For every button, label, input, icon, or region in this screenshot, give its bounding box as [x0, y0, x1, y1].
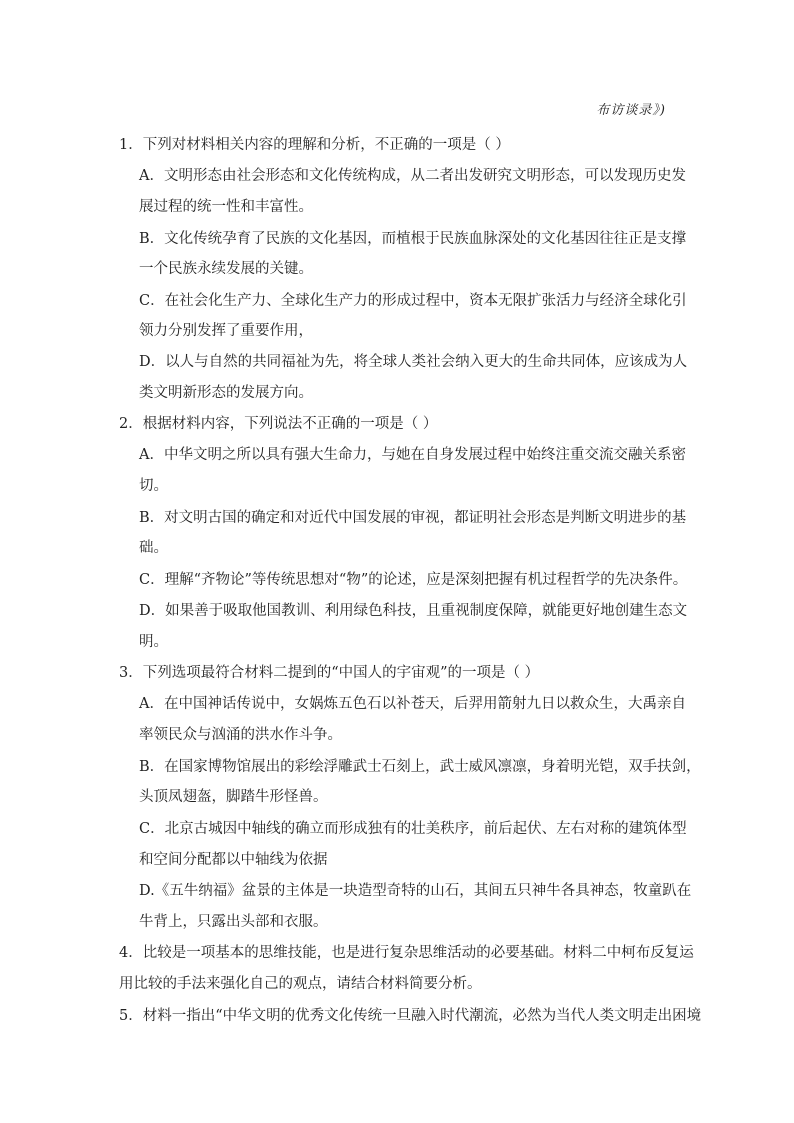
question-3-option-a: A．在中国神话传说中，女娲炼五色石以补苍天，后羿用箭射九日以救众生，大禹亲自 — [139, 696, 686, 712]
question-2-option-a-cont: 切。 — [139, 478, 168, 494]
question-3-option-a-cont: 率领民众与汹涌的洪水作斗争。 — [139, 727, 342, 743]
question-1-option-b-cont: 一个民族永续发展的关键。 — [139, 261, 313, 277]
source-citation-fragment: 布访谈录》) — [596, 103, 666, 118]
question-2-option-d: D．如果善于吸取他国教训、利用绿色科技，且重视制度保障，就能更好地创建生态文 — [139, 603, 688, 619]
question-2-option-c: C．理解“齐物论”等传统思想对“物”的论述，应是深刻把握有机过程哲学的先决条件。 — [139, 572, 688, 588]
question-1-option-d-cont: 类文明新形态的发展方向。 — [139, 385, 313, 401]
question-1-option-a: A．文明形态由社会形态和文化传统构成，从二者出发研究文明形态，可以发现历史发 — [139, 168, 686, 184]
question-2-option-b: B．对文明古国的确定和对近代中国发展的审视，都证明社会形态是判断文明进步的基 — [139, 510, 687, 526]
question-3-option-c-cont: 和空间分配都以中轴线为依据 — [139, 852, 328, 868]
question-1-option-c: C．在社会化生产力、全球化生产力的形成过程中，资本无限扩张活力与经济全球化引 — [139, 293, 687, 309]
question-2-option-d-cont: 明。 — [139, 634, 168, 650]
question-3-option-c: C．北京古城因中轴线的确立而形成独有的壮美秩序，前后起伏、左右对称的建筑体型 — [139, 821, 687, 837]
question-2-option-a: A．中华文明之所以具有强大生命力，与她在自身发展过程中始终注重交流交融关系密 — [139, 447, 686, 463]
question-4-stem: 4．比较是一项基本的思维技能，也是进行复杂思维活动的必要基础。材料二中柯布反复运 — [119, 945, 694, 961]
question-2-option-b-cont: 础。 — [139, 540, 168, 556]
question-3-option-d: D.《五牛纳福》盆景的主体是一块造型奇特的山石，其间五只神牛各具神态，牧童趴在 — [139, 883, 692, 899]
question-3-option-b-cont: 头顶凤翅盔，脚踏牛形怪兽。 — [139, 789, 328, 805]
question-1-option-b: B．文化传统孕育了民族的文化基因，而植根于民族血脉深处的文化基因往往正是支撑 — [139, 231, 687, 247]
question-1-option-a-cont: 展过程的统一性和丰富性。 — [139, 199, 313, 215]
question-5-stem: 5．材料一指出“中华文明的优秀文化传统一旦融入时代潮流，必然为当代人类文明走出困境 — [119, 1008, 702, 1024]
question-4-stem-cont: 用比较的手法来强化自己的观点，请结合材料简要分析。 — [119, 976, 482, 992]
question-1-option-d: D．以人与自然的共同福祉为先，将全球人类社会纳入更大的生命共同体，应该成为人 — [139, 354, 688, 370]
question-1-option-c-cont: 领力分别发挥了重要作用， — [139, 323, 313, 339]
question-3-option-d-cont: 牛背上，只露出头部和衣服。 — [139, 914, 328, 930]
question-1-stem: 1．下列对材料相关内容的理解和分析，不正确的一项是（ ） — [119, 137, 510, 153]
question-3-option-b: B．在国家博物馆展出的彩绘浮雕武士石刻上，武士威风凛凛，身着明光铠，双手扶剑， — [139, 759, 701, 775]
question-3-stem: 3．下列选项最符合材料二提到的“中国人的宇宙观”的一项是（ ） — [119, 665, 540, 681]
question-2-stem: 2．根据材料内容，下列说法不正确的一项是（ ） — [119, 416, 438, 432]
